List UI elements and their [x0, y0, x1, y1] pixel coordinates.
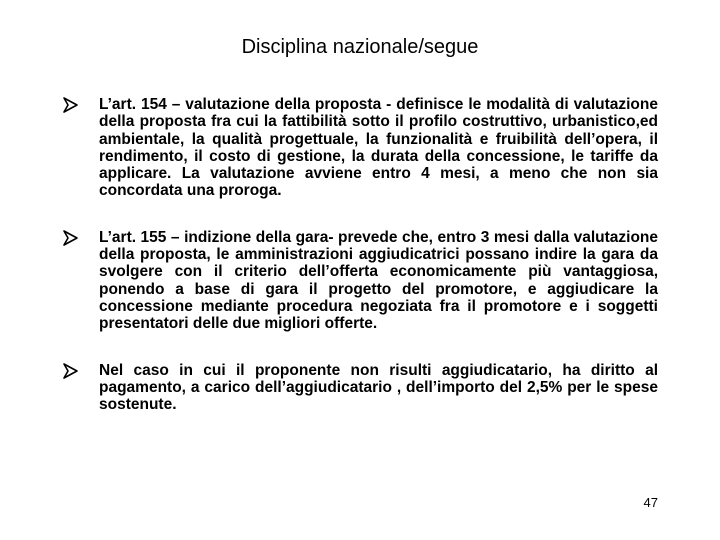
arrowhead-bullet-icon	[62, 96, 82, 114]
bullet-text: Nel caso in cui il proponente non risulti aggiudicatario, ha diritto al pagamento, a carico dell’aggiudicatario , dell’importo del 2,5% per le spese sostenute.	[99, 361, 658, 414]
bullet-item	[62, 96, 658, 200]
bullet-text: L’art. 154 – valutazione della proposta - definisce le modalità di valutazione della proposta fra cui la fattibilità sotto il profilo costruttivo, urbanistico,ed ambientale, la qualità progettuale, la funzionalità e fruibilità dell’opera, il rendimento, il costo di gestione, la durata della concessione, le tariffe da applicare. La valutazione avviene entro 4 mesi, a meno che non sia concordata una proroga.	[99, 96, 658, 200]
arrowhead-bullet-icon	[62, 362, 82, 380]
bullet-item	[62, 229, 658, 333]
bullet-list	[62, 96, 658, 413]
page-number: 47	[643, 495, 658, 510]
arrowhead-bullet-icon	[62, 229, 82, 247]
bullet-text: L’art. 155 – indizione della gara- prevede che, entro 3 mesi dalla valutazione della proposta, le amministrazioni aggiudicatrici possano indire la gara da svolgere con il criterio dell’offerta economicamente più vantaggiosa, ponendo a base di gara il progetto del promotore, e aggiudicare la concessione mediante procedura negoziata fra il promotore e i soggetti presentatori delle due migliori offerte.	[99, 228, 658, 333]
slide-title: Disciplina nazionale/segue	[241, 36, 479, 58]
bullet-item	[62, 362, 658, 414]
